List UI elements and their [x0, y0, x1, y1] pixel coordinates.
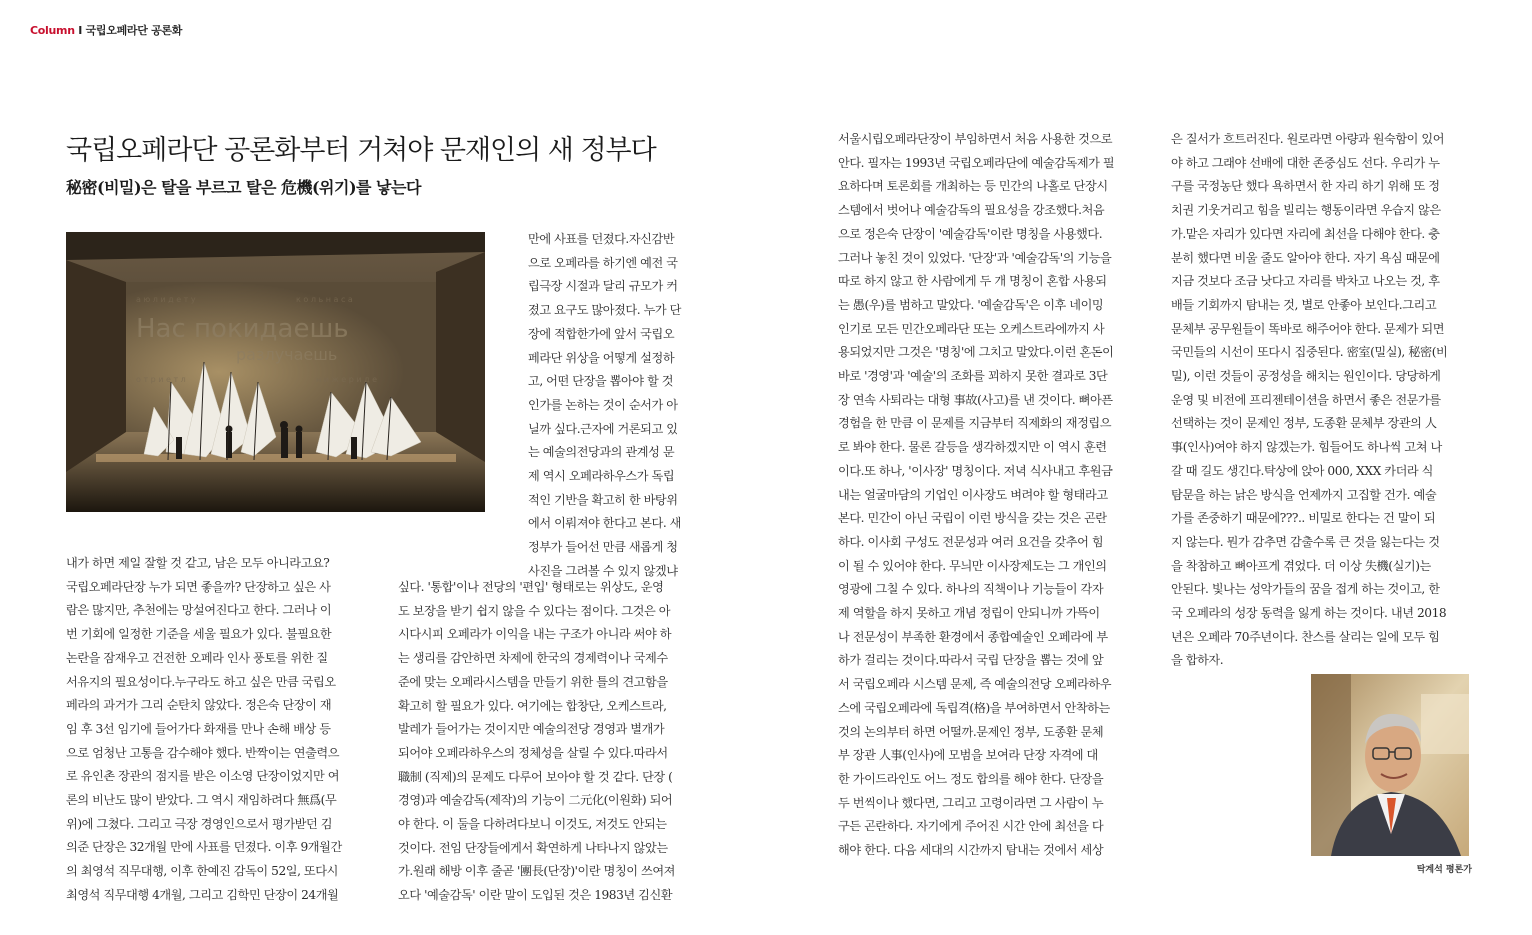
- text-line: 의 최영석 직무대행, 이후 한예진 감독이 52일, 또다시: [66, 864, 338, 879]
- text-line: 경영)과 예술감독(제작)의 기능이 二元化(이원화) 되어: [398, 793, 673, 808]
- column-1-bottom-text: [66, 552, 366, 908]
- text-line: 만에 사표를 던졌다.자신감반: [528, 232, 675, 246]
- text-line: 경험을 한 만큼 이 문제를 지금부터 직제화의 재정립으: [838, 416, 1112, 431]
- text-line: 는 愚(우)를 범하고 말았다. '예술감독'은 이후 네이밍: [838, 297, 1104, 312]
- text-line: 그러나 놓친 것이 있었다. '단장'과 '예술감독'의 기능을: [838, 250, 1112, 265]
- text-line: 야 한다. 이 둘을 다하려다보니 이것도, 저것도 안되는: [398, 817, 667, 832]
- header-separator: I: [74, 24, 86, 37]
- text-line: 바로 '경영'과 '예술'의 조화를 꾀하지 못한 결과로 3단: [838, 369, 1108, 384]
- text-line: 최영석 직무대행 4개월, 그리고 김학민 단장이 24개월: [66, 887, 339, 902]
- svg-text:о т р и е т л: о т р и е т л: [136, 375, 186, 384]
- column-3-text: [838, 128, 1138, 863]
- text-line: 인기로 모든 민간오페라단 또는 오케스트라에까지 사: [838, 321, 1105, 336]
- text-line: 지금 것보다 조금 낫다고 자리를 박차고 나오는 것, 후: [1171, 274, 1440, 289]
- text-line: 서유지의 필요성이다.누구라도 하고 싶은 만큼 국립오: [66, 674, 336, 689]
- text-line: 번 기회에 일정한 기준을 세울 필요가 있다. 불필요한: [66, 627, 332, 642]
- text-line: 선택하는 것이 문제인 정부, 도종환 문체부 장관의 人: [1171, 416, 1437, 431]
- text-line: 스에 국립오페라에 독립격(格)을 부여하면서 안착하는: [838, 700, 1110, 715]
- column-1-right-text: [528, 228, 696, 584]
- text-line: 배들 기회까지 탐내는 것, 별로 안좋아 보인다.그리고: [1171, 297, 1437, 312]
- text-line: 확고히 할 필요가 있다. 여기에는 합창단, 오케스트라,: [398, 698, 667, 713]
- text-line: 하다. 이사회 구성도 전문성과 여러 요건을 갖추어 힘: [838, 534, 1104, 549]
- opera-stage-illustration: [66, 232, 485, 512]
- text-line: 요하다며 토론회를 개최하는 등 민간의 나홀로 단장시: [838, 179, 1108, 194]
- text-line: 시다시피 오페라가 이익을 내는 구조가 아니라 써야 하: [398, 627, 672, 642]
- text-line: 준에 맞는 오페라시스템을 만들기 위한 틀의 견고함을: [398, 674, 668, 689]
- stage-backdrop-text-2: разлучаешь: [236, 345, 338, 364]
- text-line: 로 봐야 한다. 물론 갈등을 생각하겠지만 이 역시 훈련: [838, 440, 1107, 455]
- text-line: 스템에서 벗어나 예술감독의 필요성을 강조했다.처음: [838, 203, 1105, 218]
- text-line: 구든 곤란하다. 자기에게 주어진 시간 안에 최선을 다: [838, 819, 1104, 834]
- text-line: 페라단 위상을 어떻게 설정하: [528, 350, 675, 365]
- text-line: 지 않는다. 뭔가 감추면 감출수록 큰 것을 잃는다는 것: [1171, 534, 1440, 549]
- text-line: 것이다. 전임 단장들에게서 확연하게 나타나지 않았는: [398, 840, 668, 855]
- text-line: 영광에 그칠 수 있다. 하나의 직책이나 기능들이 각자: [838, 582, 1104, 597]
- text-line: 것의 논의부터 하면 어떨까.문제인 정부, 도종환 문체: [838, 724, 1104, 739]
- text-line: 론의 비난도 많이 받았다. 그 역시 재임하려다 無爲(무: [66, 793, 337, 808]
- article-subtitle: 秘密(비밀)은 탈을 부르고 탈은 危機(위기)를 낳는다: [66, 178, 421, 197]
- text-line: 싶다. '통합'이나 전당의 '편입' 형태로는 위상도, 운영: [398, 580, 664, 594]
- text-line: 로 유인촌 장관의 점지를 받은 이소영 단장이었지만 여: [66, 769, 340, 784]
- section-label: Column: [30, 24, 75, 37]
- text-line: 가를 존중하기 때문에???.. 비밀로 한다는 건 말이 되: [1171, 511, 1436, 526]
- text-line: 에서 이뤄져야 한다고 본다. 새: [528, 516, 681, 531]
- text-line: 국 오페라의 성장 동력을 잃게 하는 것이다. 내년 2018: [1171, 606, 1447, 621]
- text-line: 의준 단장은 32개월 만에 사표를 던졌다. 이후 9개월간: [66, 840, 342, 855]
- text-line: 안된다. 빛나는 성악가들의 꿈을 접게 하는 것이고, 한: [1171, 582, 1440, 597]
- text-line: 이 될 수 있어야 한다. 무늬만 이사장제도는 그 개인의: [838, 558, 1107, 573]
- text-line: 논란을 잠재우고 건전한 오페라 인사 풍토를 위한 질: [66, 650, 328, 665]
- text-line: 제 역시 오페라하우스가 독립: [528, 469, 675, 484]
- text-line: 발레가 들어가는 것이지만 예술의전당 경영과 별개가: [398, 722, 665, 737]
- text-line: 구를 국정농단 했다 욕하면서 한 자리 하기 위해 또 정: [1171, 179, 1440, 194]
- header-topic: 국립오페라단 공론화: [85, 24, 183, 37]
- text-line: 치권 기웃거리고 힘을 빌리는 행동이라면 우습지 않은: [1171, 203, 1441, 218]
- text-line: 가.원래 해방 이후 줄곧 '團長(단장)'이란 명칭이 쓰여져: [398, 864, 675, 879]
- svg-text:к о л ь н а с а: к о л ь н а с а: [296, 295, 353, 304]
- text-line: 이다.또 하나, '이사장' 명칭이다. 저녁 식사내고 후원금: [838, 463, 1113, 478]
- text-line: 운영 및 비전에 프리젠테이션을 하면서 좋은 전문가를: [1171, 392, 1441, 407]
- svg-text:а ю л и д е т у: а ю л и д е т у: [136, 295, 196, 304]
- author-portrait: [1311, 674, 1469, 856]
- text-line: 졌고 요구도 많아졌다. 누가 단: [528, 303, 681, 318]
- stage-backdrop-text: Нас покидаешь: [136, 314, 349, 344]
- text-line: 위)에 그쳤다. 그리고 극장 경영인으로서 평가받던 김: [66, 816, 333, 831]
- text-line: 사진을 그려볼 수 있지 않겠냐: [528, 563, 678, 578]
- column-4-text: [1171, 128, 1471, 673]
- text-line: 따로 하지 않고 한 사람에게 두 개 명칭이 혼합 사용되: [838, 274, 1107, 289]
- text-line: 오다 '예술감독' 이란 말이 도입된 것은 1983년 김신환: [398, 888, 673, 903]
- text-line: 임 후 3선 임기에 들어가다 화재를 만나 손해 배상 등: [66, 721, 331, 736]
- text-line: 용되었지만 그것은 '명칭'에 그치고 말았다.이런 혼돈이: [838, 345, 1114, 360]
- text-line: 되어야 오페라하우스의 정체성을 살릴 수 있다.따라서: [398, 745, 668, 760]
- text-line: 본다. 민간이 아닌 국립이 이런 방식을 갖는 것은 곤란: [838, 511, 1107, 526]
- text-line: 職制 (직제)의 문제도 다루어 보아야 할 것 같다. 단장 (: [398, 769, 673, 784]
- text-line: 는 예술의전당과의 관계성 문: [528, 445, 675, 460]
- author-portrait-illustration: [1311, 674, 1469, 856]
- text-line: 내는 얼굴마담의 기업인 이사장도 벼려야 할 형태라고: [838, 487, 1108, 502]
- text-line: 인가를 논하는 것이 순서가 아: [528, 397, 678, 412]
- text-line: 립극장 시절과 달리 규모가 커: [528, 279, 678, 294]
- text-line: 야 하고 그래야 선배에 대한 존중심도 선다. 우리가 누: [1171, 155, 1440, 170]
- article-title: 국립오페라단 공론화부터 거쳐야 문재인의 새 정부다: [66, 135, 656, 166]
- text-line: 부 장관 人事(인사)에 모범을 보여라 단장 자격에 대: [838, 748, 1098, 763]
- text-line: 장에 적합한가에 앞서 국립오: [528, 326, 675, 341]
- text-line: 두 번씩이나 했다면, 그리고 고령이라면 그 사람이 누: [838, 795, 1104, 810]
- text-line: 밀), 이런 것들이 공정성을 해치는 원인이다. 당당하게: [1171, 369, 1441, 384]
- text-line: 을 착참하고 뼈아프게 겪었다. 더 이상 失機(실기)는: [1171, 558, 1431, 573]
- text-line: 서울시립오페라단장이 부임하면서 처음 사용한 것으로: [838, 132, 1113, 146]
- text-line: 으로 엄청난 고통을 감수해야 했다. 반짝이는 연출력으: [66, 745, 340, 760]
- text-line: 내가 하면 제일 잘할 것 같고, 남은 모두 아니라고요?: [66, 556, 330, 570]
- text-line: 한 가이드라인도 어느 정도 합의를 해야 한다. 단장을: [838, 771, 1104, 786]
- text-line: 는 생리를 감안하면 차제에 한국의 경제력이나 국제수: [398, 651, 668, 666]
- text-line: 년은 오페라 70주년이다. 찬스를 살리는 일에 모두 힘: [1171, 629, 1440, 644]
- text-line: 해야 한다. 다음 세대의 시간까지 탐내는 것에서 세상: [838, 843, 1104, 858]
- text-line: 람은 많지만, 추천에는 망설여진다고 한다. 그러나 이: [66, 603, 332, 618]
- text-line: 국민들의 시선이 또다시 집중된다. 密室(밀실), 秘密(비: [1171, 345, 1448, 360]
- text-line: 문체부 공무원들이 똑바로 해주어야 한다. 문제가 되면: [1171, 321, 1445, 336]
- text-line: 가.맡은 자리가 있다면 자리에 최선을 다해야 한다. 충: [1171, 226, 1440, 241]
- text-line: 事(인사)여야 하지 않겠는가. 힘들어도 하나씩 고쳐 나: [1171, 440, 1442, 455]
- text-line: 분히 했다면 비울 줄도 알아야 한다. 자기 욕심 때문에: [1171, 250, 1440, 265]
- text-line: 도 보장을 받기 쉽지 않을 수 있다는 점이다. 그것은 아: [398, 603, 671, 618]
- photo-caption: 탁계석 평론가: [1416, 865, 1472, 875]
- text-line: 고, 어떤 단장을 뽑아야 할 것: [528, 374, 674, 389]
- text-line: 탐문을 하는 낡은 방식을 언제까지 고집할 건가. 예술: [1171, 487, 1437, 502]
- text-line: 닐까 싶다.근자에 거론되고 있: [528, 421, 678, 436]
- text-line: 장 연속 사퇴라는 대형 事故(사고)를 낸 것이다. 뼈아픈: [838, 392, 1113, 407]
- text-line: 안다. 필자는 1993년 국립오페라단에 예술감독제가 필: [838, 155, 1115, 170]
- text-line: 을 합하자.: [1171, 653, 1224, 668]
- text-line: 서 국립오페라 시스템 문제, 즉 예술의전당 오페라하우: [838, 677, 1112, 692]
- svg-text:н и ж е р и д е: н и ж е р и д е: [316, 375, 378, 384]
- text-line: 제 역할을 하지 못하고 개념 정립이 안되니까 가뜩이: [838, 606, 1100, 621]
- text-line: 페라의 과거가 그리 순탄치 않았다. 정은숙 단장이 재: [66, 698, 332, 713]
- running-header: [30, 22, 182, 38]
- text-line: 국립오페라단장 누가 되면 좋을까? 단장하고 싶은 사: [66, 579, 331, 594]
- opera-stage-photo: [66, 232, 485, 512]
- text-line: 나 전문성이 부족한 환경에서 종합예술인 오페라에 부: [838, 629, 1108, 644]
- column-2-bottom-text: [398, 576, 696, 908]
- text-line: 적인 기반을 확고히 한 바탕위: [528, 492, 678, 507]
- text-line: 갈 때 길도 생긴다.탁상에 앉아 000, XXX 카더라 식: [1171, 463, 1434, 478]
- text-line: 정부가 들어선 만큼 새롭게 청: [528, 540, 678, 555]
- text-line: 으로 정은숙 단장이 '예술감독'이란 명칭을 사용했다.: [838, 226, 1103, 241]
- text-line: 하가 걸리는 것이다.따라서 국립 단장을 뽑는 것에 앞: [838, 653, 1104, 668]
- text-line: 은 질서가 흐트러진다. 원로라면 아량과 원숙함이 있어: [1171, 132, 1445, 146]
- text-line: 으로 오페라를 하기엔 예전 국: [528, 255, 678, 270]
